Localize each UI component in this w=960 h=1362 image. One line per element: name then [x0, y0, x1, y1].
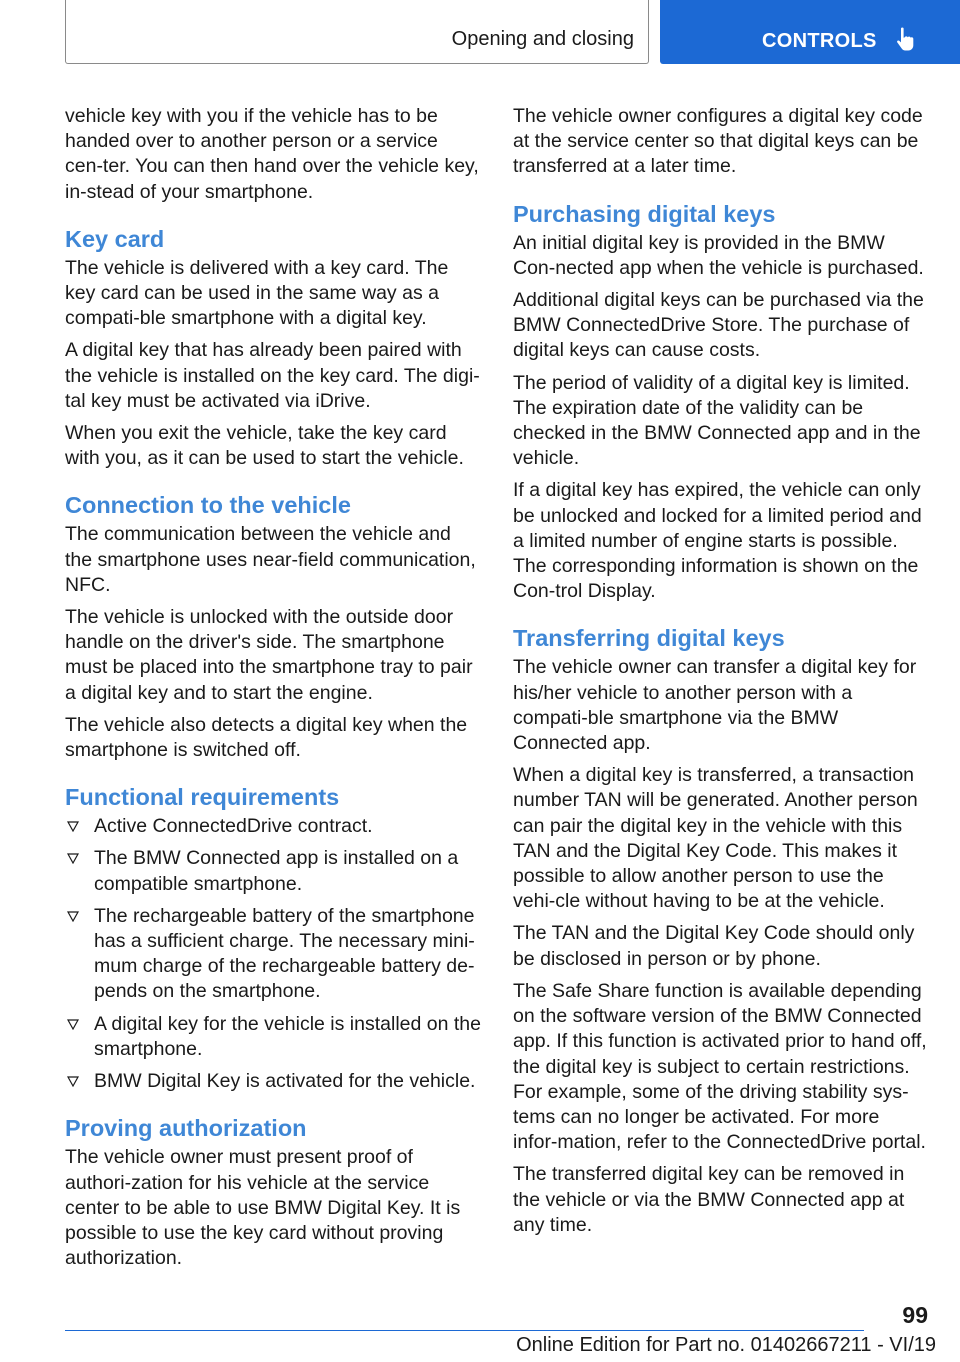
list-item-text: The rechargeable battery of the smartphone has a sufficient charge. The necessary mini-mum charge of the rechargeable battery de-pends on the smartphone. [94, 904, 475, 1003]
paragraph: The vehicle also detects a digital key when the smartphone is switched off. [65, 713, 468, 762]
header-chapter-label: CONTROLS [762, 30, 877, 52]
paragraph: The vehicle is unlocked with the outside door handle on the driver's side. The smartphone must be placed into the smartphone tray to pair a digital key and to start the engine. [65, 606, 473, 704]
list-item [65, 846, 481, 896]
heading-purchasing: Purchasing digital keys [513, 200, 776, 227]
paragraph: A digital key that has already been paired with the vehicle is installed on the key card. The digi-tal key must be activated via iDrive. [65, 339, 480, 412]
paragraph: The vehicle owner must present proof of authori-zation for his vehicle at the service center to be able to use BMW Digital Key. It is possible to use the key card without proving authorization. [65, 1146, 461, 1270]
list-item [65, 904, 481, 1005]
paragraph: The vehicle owner can transfer a digital key for his/her vehicle to another person with a compati-ble smartphone via the BMW Connected app. [513, 656, 917, 755]
heading-authorization: Proving authorization [65, 1115, 307, 1142]
paragraph: The Safe Share function is available depending on the software version of the BMW Connected app. If this function is activated prior to hand off, the digital key is subject to certain restrictions. For example, some of the driving stability sys-tems can no longer be activated. For more infor-mation, refer to the ConnectedDrive portal. [513, 979, 927, 1154]
page-number: 99 [902, 1302, 928, 1328]
header-section-title: Opening and closing [451, 28, 634, 50]
list-item-text: The BMW Connected app is installed on a compatible smartphone. [94, 847, 459, 895]
header-chapter-tab [660, 0, 960, 64]
paragraph: When you exit the vehicle, take the key card with you, as it can be used to start the vehicle. [65, 422, 464, 470]
requirements-list [65, 814, 481, 1094]
paragraph: The communication between the vehicle and the smartphone uses near-field communication, NFC. [65, 523, 476, 596]
paragraph: The vehicle is delivered with a key card. The key card can be used in the same way as a compati-ble smartphone with a digital key. [65, 256, 449, 330]
paragraph: The TAN and the Digital Key Code should only be disclosed in person or by phone. [513, 922, 915, 970]
list-item-text: Active ConnectedDrive contract. [94, 815, 373, 838]
triangle-bullet-icon [67, 821, 79, 832]
paragraph: The transferred digital key can be removed in the vehicle or via the BMW Connected app at any time. [513, 1163, 905, 1236]
list-item-text: BMW Digital Key is activated for the vehicle. [94, 1070, 476, 1093]
list-item [65, 814, 481, 839]
heading-transferring: Transferring digital keys [513, 625, 785, 652]
paragraph: Additional digital keys can be purchased via the BMW ConnectedDrive Store. The purchase of digital keys can cause costs. [513, 289, 924, 362]
left-column [65, 104, 481, 1278]
footer-rule [65, 1330, 864, 1331]
paragraph: If a digital key has expired, the vehicle can only be unlocked and locked for a limited period and a limited number of engine starts is possible. The corresponding information is shown on the Con-trol Display. [513, 479, 922, 603]
heading-requirements: Functional requirements [65, 784, 340, 811]
paragraph: The period of validity of a digital key is limited. The expiration date of the validity can be checked in the BMW Connected app and in the vehicle. [513, 371, 921, 470]
triangle-bullet-icon [67, 1019, 79, 1030]
right-column [513, 104, 929, 1245]
triangle-bullet-icon [67, 1076, 79, 1087]
heading-key-card: Key card [65, 225, 165, 252]
right-intro: The vehicle owner configures a digital key code at the service center so that digital keys can be transferred at a later time. [513, 105, 923, 178]
paragraph: An initial digital key is provided in the BMW Con-nected app when the vehicle is purchased. [513, 231, 924, 279]
paragraph: When a digital key is transferred, a transaction number TAN will be generated. Another person can pair the digital key in the vehicle with this TAN and the Digital Key Code. This makes it possible to allow another person to use the vehi-cle without having to be at the vehicle. [513, 764, 918, 913]
hand-pointer-icon [896, 26, 920, 52]
left-intro: vehicle key with you if the vehicle has to be handed over to another person or a service cen-ter. You can then hand over the vehicle key, in-stead of your smartphone. [65, 105, 479, 203]
list-item [65, 1069, 481, 1094]
footer-edition: Online Edition for Part no. 01402667211 - VI/19 [516, 1334, 936, 1356]
list-item [65, 1012, 481, 1062]
heading-connection: Connection to the vehicle [65, 492, 351, 519]
list-item-text: A digital key for the vehicle is installed on the smartphone. [94, 1012, 481, 1060]
triangle-bullet-icon [67, 853, 79, 864]
triangle-bullet-icon [67, 911, 79, 922]
